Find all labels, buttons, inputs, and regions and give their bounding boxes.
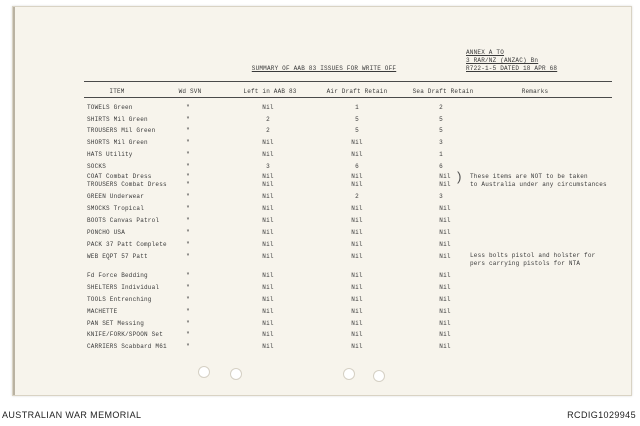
row-item: SHIRTS Mil Green xyxy=(87,116,148,123)
row-item: PAN SET Messing xyxy=(87,320,145,327)
annex-line-3: R722-1-5 DATED 18 APR 68 xyxy=(466,65,558,72)
row-wd-svn: " xyxy=(186,116,190,123)
row-sea: 5 xyxy=(439,116,443,123)
row-air: Nil xyxy=(351,205,363,212)
row-left: Nil xyxy=(262,320,274,327)
row-sea: Nil xyxy=(439,331,451,338)
table-row xyxy=(0,127,640,135)
row-left: Nil xyxy=(262,217,274,224)
row-sea: 5 xyxy=(439,127,443,134)
header-rule-bottom xyxy=(84,97,612,98)
table-row xyxy=(0,193,640,201)
row-left: Nil xyxy=(262,139,274,146)
annex-line-2: 3 RAR/NZ (ANZAC) Bn xyxy=(466,57,539,64)
row-item: TROUSERS Mil Green xyxy=(87,127,156,134)
table-row xyxy=(0,139,640,147)
row-item: TROUSERS Combat Dress xyxy=(87,181,167,188)
row-left: Nil xyxy=(262,284,274,291)
table-row xyxy=(0,272,640,280)
row-sea: 1 xyxy=(439,151,443,158)
row-wd-svn: " xyxy=(186,331,190,338)
row-sea: 3 xyxy=(439,193,443,200)
row-air: Nil xyxy=(351,272,363,279)
table-row xyxy=(0,320,640,328)
row-sea: Nil xyxy=(439,272,451,279)
row-sea: Nil xyxy=(439,217,451,224)
row-wd-svn: " xyxy=(186,104,190,111)
punch-hole xyxy=(230,368,242,380)
row-sea: Nil xyxy=(439,296,451,303)
row-item: BOOTS Canvas Patrol xyxy=(87,217,160,224)
row-left: Nil xyxy=(262,104,274,111)
row-wd-svn: " xyxy=(186,193,190,200)
row-air: 5 xyxy=(355,127,359,134)
row-wd-svn: " xyxy=(186,151,190,158)
column-header-sea: Sea Draft Retain xyxy=(412,88,474,95)
row-left: Nil xyxy=(262,308,274,315)
row-item: HATS Utility xyxy=(87,151,133,158)
row-sea: Nil xyxy=(439,253,451,260)
row-item: SOCKS xyxy=(87,163,107,170)
row-wd-svn: " xyxy=(186,308,190,315)
row-wd-svn: " xyxy=(186,284,190,291)
column-header-wd-svn: Wd SVN xyxy=(178,88,202,95)
row-item: Fd Force Bedding xyxy=(87,272,148,279)
row-left: 2 xyxy=(266,127,270,134)
row-item: TOWELS Green xyxy=(87,104,133,111)
row-wd-svn: " xyxy=(186,272,190,279)
row-wd-svn: " xyxy=(186,205,190,212)
row-wd-svn: " xyxy=(186,229,190,236)
punch-hole xyxy=(373,370,385,382)
table-row xyxy=(0,343,640,351)
row-sea: Nil xyxy=(439,181,451,188)
remark-1-line-1: These items are NOT to be taken xyxy=(470,173,588,180)
table-row xyxy=(0,331,640,339)
remark-1-line-2: to Australia under any circumstances xyxy=(470,181,607,188)
row-item: SHELTERS Individual xyxy=(87,284,160,291)
table-row xyxy=(0,205,640,213)
table-row xyxy=(0,308,640,316)
row-air: 2 xyxy=(355,193,359,200)
row-air: Nil xyxy=(351,331,363,338)
row-wd-svn: " xyxy=(186,241,190,248)
row-air: 1 xyxy=(355,104,359,111)
row-left: Nil xyxy=(262,151,274,158)
table-row xyxy=(0,104,640,112)
row-left: Nil xyxy=(262,343,274,350)
column-header-remarks: Remarks xyxy=(521,88,549,95)
row-sea: 2 xyxy=(439,104,443,111)
table-row xyxy=(0,284,640,292)
row-air: Nil xyxy=(351,284,363,291)
row-left: Nil xyxy=(262,229,274,236)
row-wd-svn: " xyxy=(186,173,190,180)
row-air: Nil xyxy=(351,151,363,158)
row-air: Nil xyxy=(351,308,363,315)
row-air: Nil xyxy=(351,229,363,236)
row-air: Nil xyxy=(351,139,363,146)
row-item: COAT Combat Dress xyxy=(87,173,152,180)
table-row xyxy=(0,151,640,159)
row-wd-svn: " xyxy=(186,320,190,327)
row-item: SMOCKS Tropical xyxy=(87,205,145,212)
row-air: Nil xyxy=(351,173,363,180)
punch-hole xyxy=(198,366,210,378)
row-sea: Nil xyxy=(439,173,451,180)
row-item: SHORTS Mil Green xyxy=(87,139,148,146)
row-sea: Nil xyxy=(439,308,451,315)
row-sea: Nil xyxy=(439,343,451,350)
remark-2-line-2: pers carrying pistols for NTA xyxy=(470,260,581,267)
row-sea: Nil xyxy=(439,205,451,212)
row-item: CARRIERS Scabbard M61 xyxy=(87,343,167,350)
row-air: Nil xyxy=(351,320,363,327)
row-wd-svn: " xyxy=(186,343,190,350)
row-left: 3 xyxy=(266,163,270,170)
footer-id: RCDIG1029945 xyxy=(567,410,636,420)
table-row xyxy=(0,241,640,249)
row-air: Nil xyxy=(351,343,363,350)
punch-hole xyxy=(343,368,355,380)
row-left: Nil xyxy=(262,193,274,200)
row-air: 6 xyxy=(355,163,359,170)
row-wd-svn: " xyxy=(186,253,190,260)
row-item: MACHETTE xyxy=(87,308,118,315)
row-sea: Nil xyxy=(439,284,451,291)
row-item: WEB EQPT 57 Patt xyxy=(87,253,148,260)
row-air: Nil xyxy=(351,241,363,248)
table-row xyxy=(0,296,640,304)
remark-2-line-1: Less bolts pistol and holster for xyxy=(470,252,596,259)
annex-line-1: ANNEX A TO xyxy=(466,49,505,56)
row-wd-svn: " xyxy=(186,217,190,224)
table-row xyxy=(0,116,640,124)
column-header-air: Air Draft Retain xyxy=(326,88,388,95)
row-sea: Nil xyxy=(439,229,451,236)
row-left: Nil xyxy=(262,241,274,248)
row-sea: Nil xyxy=(439,320,451,327)
row-left: Nil xyxy=(262,296,274,303)
row-sea: 6 xyxy=(439,163,443,170)
column-header-item: ITEM xyxy=(109,88,125,95)
column-header-left: Left in AAB 83 xyxy=(243,88,297,95)
row-wd-svn: " xyxy=(186,296,190,303)
row-air: 5 xyxy=(355,116,359,123)
row-sea: Nil xyxy=(439,241,451,248)
table-row xyxy=(0,229,640,237)
row-left: Nil xyxy=(262,181,274,188)
row-item: PACK 37 Patt Complete xyxy=(87,241,167,248)
header-rule-top xyxy=(84,81,612,82)
row-air: Nil xyxy=(351,181,363,188)
row-item: KNIFE/FORK/SPOON Set xyxy=(87,331,164,338)
row-left: Nil xyxy=(262,173,274,180)
row-item: GREEN Underwear xyxy=(87,193,145,200)
row-sea: 3 xyxy=(439,139,443,146)
row-left: Nil xyxy=(262,331,274,338)
row-wd-svn: " xyxy=(186,163,190,170)
row-air: Nil xyxy=(351,217,363,224)
row-left: Nil xyxy=(262,205,274,212)
row-wd-svn: " xyxy=(186,127,190,134)
page-title: SUMMARY OF AAB 83 ISSUES FOR WRITE OFF xyxy=(251,65,397,72)
row-left: Nil xyxy=(262,253,274,260)
footer-source: AUSTRALIAN WAR MEMORIAL xyxy=(2,410,142,420)
row-item: PONCHO USA xyxy=(87,229,126,236)
table-row xyxy=(0,163,640,171)
row-item: TOOLS Entrenching xyxy=(87,296,152,303)
remark-brace: ) xyxy=(455,170,463,185)
row-left: Nil xyxy=(262,272,274,279)
row-air: Nil xyxy=(351,296,363,303)
row-wd-svn: " xyxy=(186,181,190,188)
row-air: Nil xyxy=(351,253,363,260)
row-left: 2 xyxy=(266,116,270,123)
row-wd-svn: " xyxy=(186,139,190,146)
table-row xyxy=(0,217,640,225)
